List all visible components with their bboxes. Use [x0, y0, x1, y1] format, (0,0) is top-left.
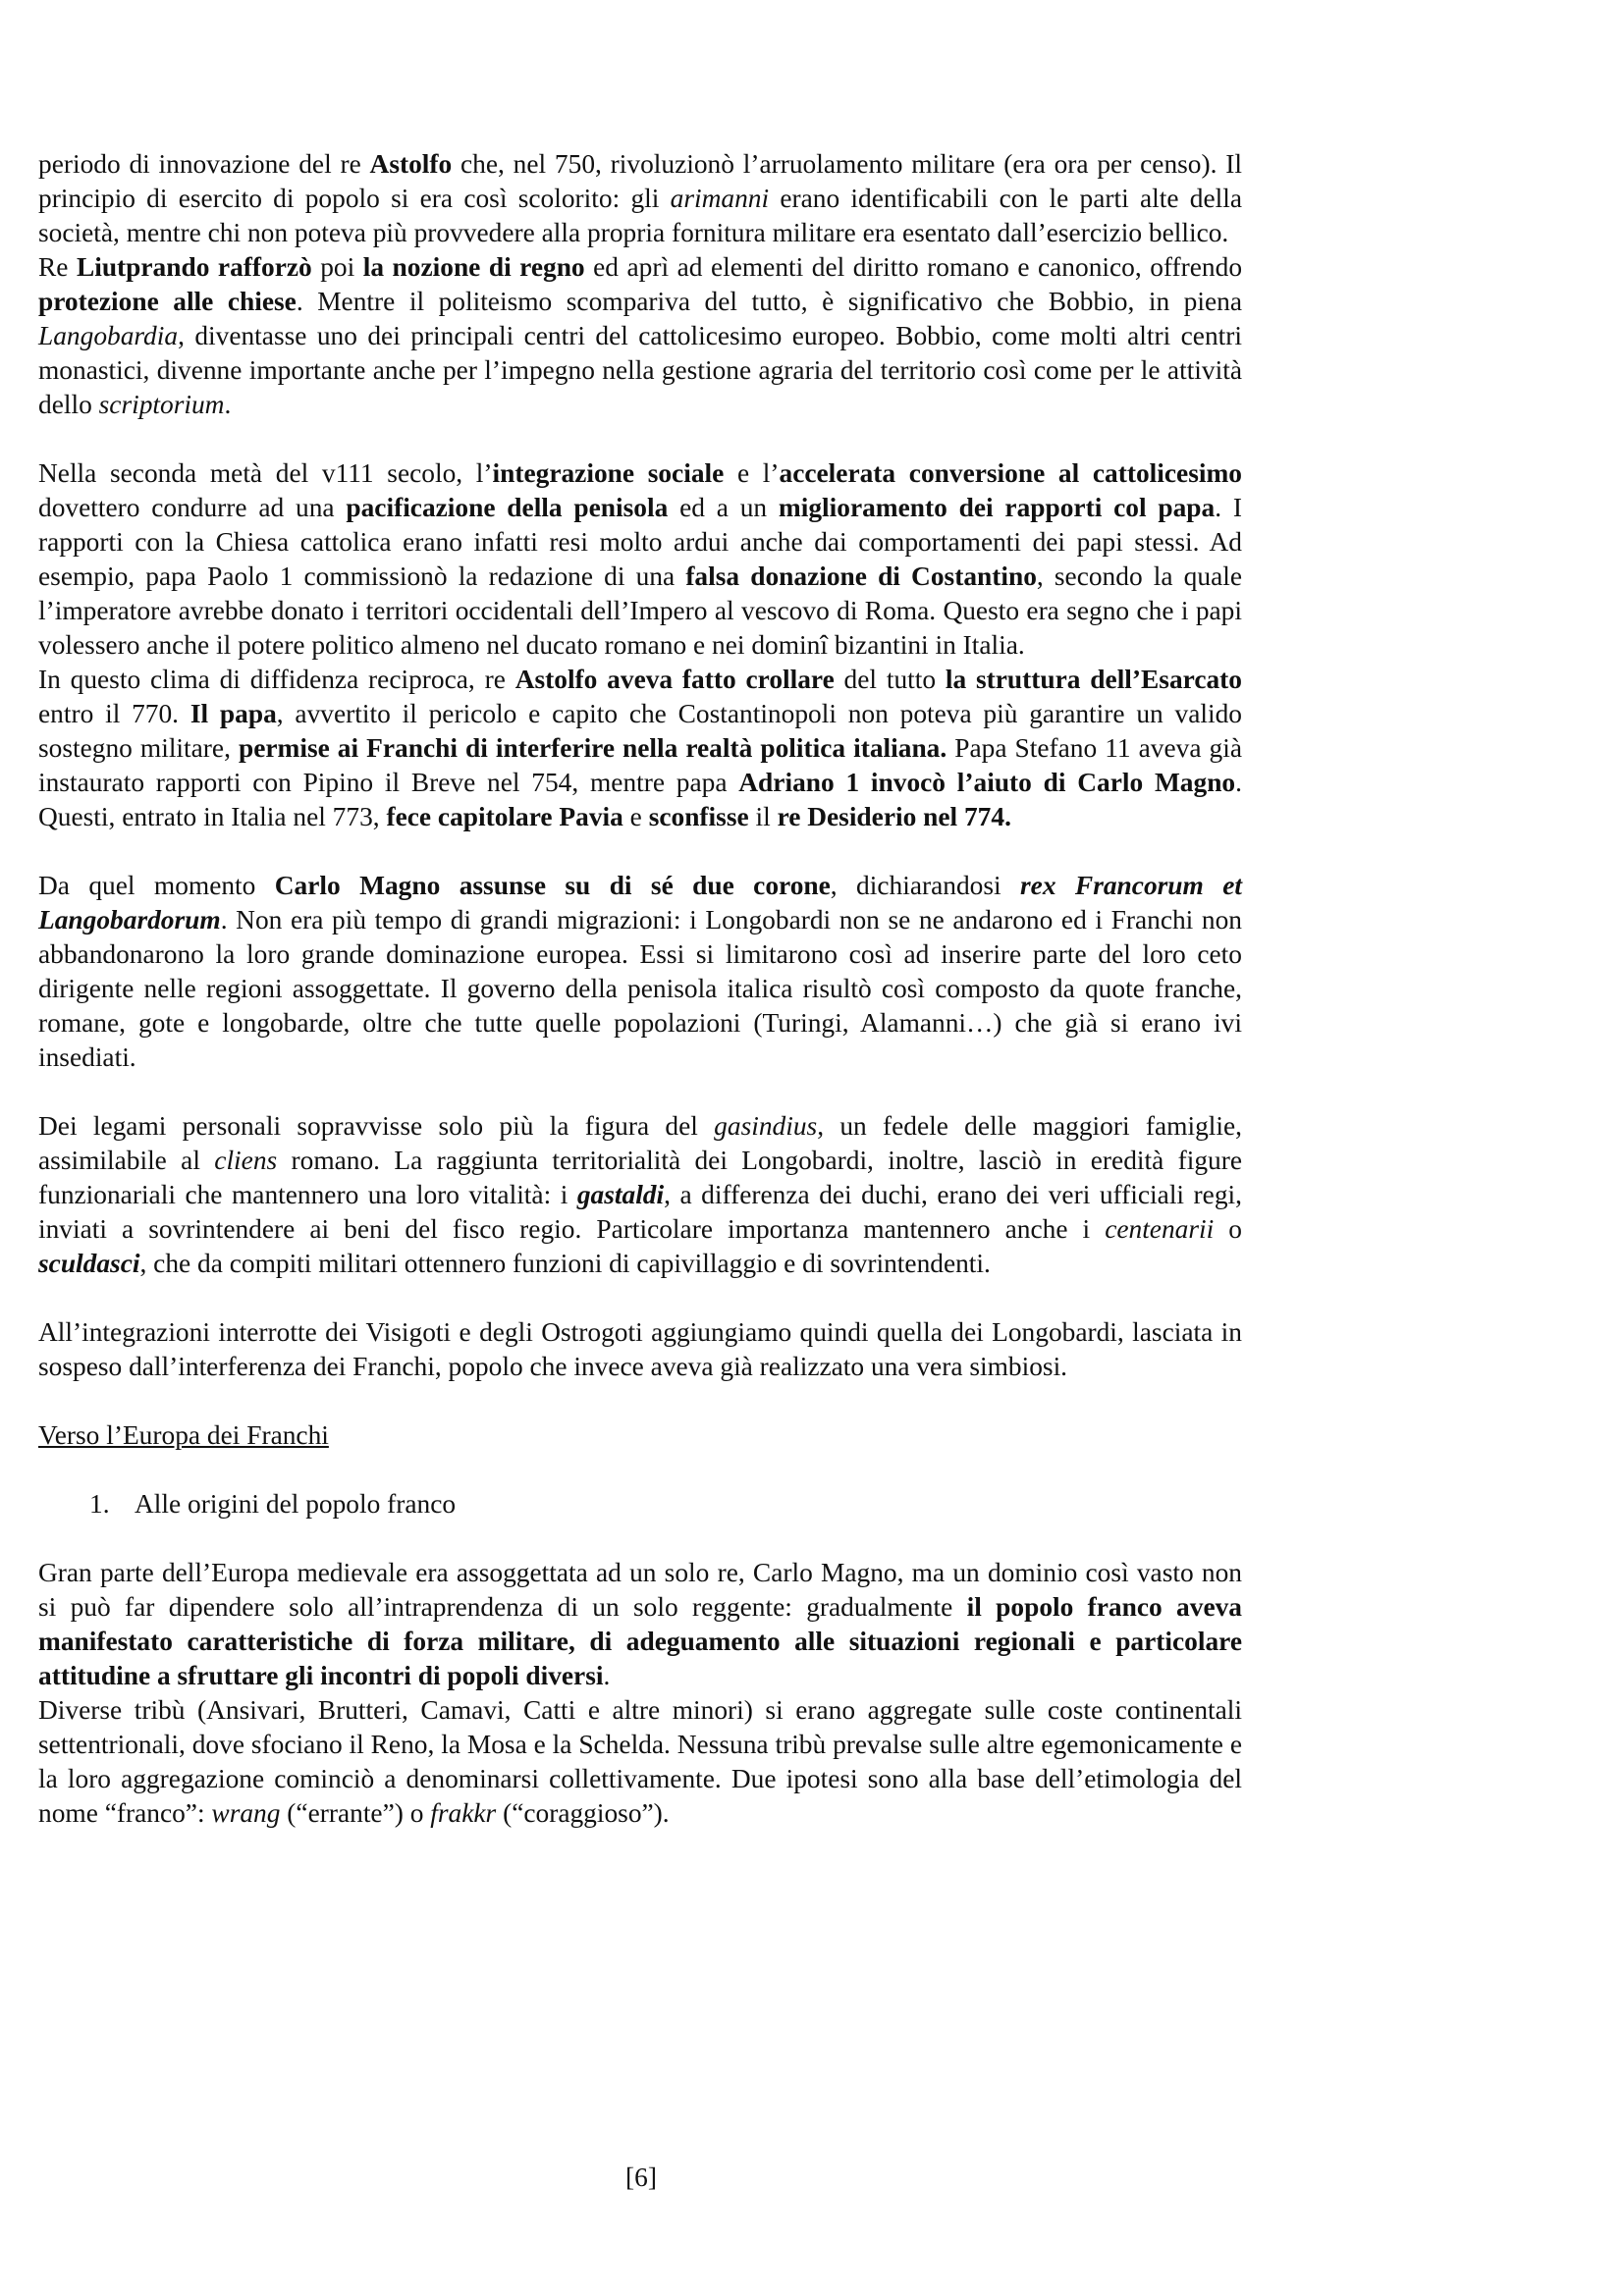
emphasis-text: integrazione sociale: [492, 458, 725, 488]
text-run: , dichiarandosi: [830, 871, 1021, 900]
text-run: dovettero condurre ad una: [38, 493, 347, 522]
paragraph-gap: [38, 1075, 1242, 1109]
section-heading: Verso l’Europa dei Franchi: [38, 1420, 329, 1450]
text-run: All’integrazioni interrotte dei Visigoti e degli Ostrogoti aggiungiamo quindi quella dei Longobardi, lasciata in sospeso dall’interferenza dei Franchi, popolo che invece aveva già realizzato una vera simbiosi.: [38, 1317, 1242, 1381]
list-item: [38, 1487, 1242, 1522]
paragraph: [38, 1109, 1242, 1281]
emphasis-text: Adriano 1 invocò l’aiuto di Carlo Magno: [738, 768, 1236, 797]
emphasis-text: cliens: [214, 1146, 278, 1175]
emphasis-text: Il papa: [189, 699, 277, 728]
text-run: del tutto: [834, 665, 946, 694]
emphasis-text: Liutprando rafforzò: [76, 252, 312, 282]
list-item-text: Alle origini del popolo franco: [135, 1489, 457, 1519]
paragraph-gap: [38, 1384, 1242, 1418]
emphasis-text: sconfisse: [648, 802, 749, 831]
text-run: In questo clima di diffidenza reciproca, re: [38, 665, 515, 694]
emphasis-text: permise ai Franchi di interferire nella realtà politica italiana.: [238, 733, 947, 763]
paragraph: [38, 147, 1242, 250]
text-run: . I rapporti con la Chiesa cattolica erano infatti resi molto ardui anche dai comportamenti dei papi stessi. Ad esempio, papa Paolo 1 commissionò la redazione di una: [38, 493, 1243, 591]
emphasis-text: protezione alle chiese: [38, 287, 297, 316]
emphasis-text: Astolfo: [369, 149, 453, 179]
emphasis-text: sculdasci: [38, 1249, 140, 1278]
text-run: il: [748, 802, 778, 831]
text-run: Nella seconda metà del v111 secolo, l’: [38, 458, 493, 488]
emphasis-text: la struttura dell’Esarcato: [945, 665, 1242, 694]
text-run: Dei legami personali sopravvisse solo più la figura del: [38, 1111, 715, 1141]
emphasis-text: gastaldi: [576, 1180, 665, 1209]
emphasis-text: accelerata conversione al cattolicesimo: [779, 458, 1242, 488]
text-run: , a differenza dei duchi, erano dei veri ufficiali regi, inviati a sovrintendere ai beni del fisco regio. Particolare importanza mantennero anche i: [38, 1180, 1242, 1244]
text-run: . Non era più tempo di grandi migrazioni: i Longobardi non se ne andarono ed i Franchi non abbandonarono la loro grande dominazione europea. Essi si limitarono così ad inserire parte del loro ceto dirigente nelle regioni assoggettate. Il governo della penisola italica risultò così composto da quote franche, romane, gote e longobarde, oltre che tutte quelle popolazioni (Turingi, Alamanni…) che già si erano ivi insediati.: [38, 905, 1242, 1072]
text-run: (“coraggioso”).: [496, 1798, 670, 1828]
text-run: . Questi, entrato in Italia nel 773,: [38, 768, 1242, 831]
paragraph: [38, 663, 1242, 834]
paragraph-gap: [38, 834, 1242, 869]
text-run: , avvertito il pericolo e capito che Costantinopoli non poteva più garantire un valido sostegno militare,: [38, 699, 1243, 763]
paragraph: [38, 1556, 1242, 1693]
text-run: Diverse tribù (Ansivari, Brutteri, Camavi, Catti e altre minori) si erano aggregate sulle coste continentali settentrionali, dove sfociano il Reno, la Mosa e la Schelda. Nessuna tribù prevalse sulle altre egemonicamente e la loro aggregazione cominciò a denominarsi collettivamente. Due ipotesi sono alla base dell’etimologia del nome “franco”:: [38, 1695, 1242, 1828]
text-run: e: [622, 802, 649, 831]
emphasis-text: scriptorium: [98, 390, 225, 419]
paragraph-gap: [38, 1522, 1242, 1556]
emphasis-text: la nozione di regno: [362, 252, 585, 282]
paragraph: [38, 1693, 1242, 1831]
text-run: .: [603, 1661, 611, 1690]
text-run: (“errante”) o: [280, 1798, 431, 1828]
emphasis-text: fece capitolare Pavia: [386, 802, 623, 831]
text-run: romano. La raggiunta territorialità dei Longobardi, inoltre, lasciò in eredità figure funzionariali che mantennero una loro vitalità: i: [38, 1146, 1242, 1209]
text-run: Re: [38, 252, 77, 282]
emphasis-text: wrang: [211, 1798, 281, 1828]
list-item-number: 1.: [89, 1489, 110, 1519]
document-body: [38, 147, 1242, 1831]
paragraph: [38, 869, 1242, 1075]
text-run: entro il 770.: [38, 699, 190, 728]
text-run: che, nel 750, rivoluzionò l’arruolamento militare (era ora per censo). Il principio di esercito di popolo si era così scolorito: gli: [38, 149, 1242, 213]
text-run: o: [1214, 1214, 1242, 1244]
emphasis-text: Astolfo aveva fatto crollare: [514, 665, 835, 694]
emphasis-text: pacificazione della penisola: [346, 493, 669, 522]
emphasis-text: miglioramento dei rapporti col papa: [778, 493, 1216, 522]
text-run: periodo di innovazione del re: [38, 149, 370, 179]
emphasis-text: Carlo Magno assunse su di sé due corone: [274, 871, 831, 900]
text-run: , diventasse uno dei principali centri del cattolicesimo europeo. Bobbio, come molti altri centri monastici, divenne importante anche per l’impegno nella gestione agraria del territorio così come per le attività dello: [38, 321, 1242, 419]
text-run: poi: [311, 252, 363, 282]
paragraph-gap: [38, 1453, 1242, 1487]
paragraph: [38, 1315, 1242, 1384]
paragraph-gap: [38, 422, 1242, 456]
paragraph-gap: [38, 1281, 1242, 1315]
text-run: Papa Stefano 11 aveva già instaurato rapporti con Pipino il Breve nel 754, mentre papa: [38, 733, 1242, 797]
text-run: erano identificabili con le parti alte della società, mentre chi non poteva più provvedere alla propria fornitura militare era esentato dall’esercizio bellico.: [38, 184, 1242, 247]
emphasis-text: centenarii: [1105, 1214, 1215, 1244]
text-run: Da quel momento: [38, 871, 275, 900]
emphasis-text: il popolo franco aveva manifestato caratteristiche di forza militare, di adeguamento alle situazioni regionali e particolare attitudine a sfruttare gli incontri di popoli diversi: [38, 1592, 1242, 1690]
text-run: Gran parte dell’Europa medievale era assoggettata ad un solo re, Carlo Magno, ma un dominio così vasto non si può far dipendere solo all’intraprendenza di un solo reggente: gradualmente: [38, 1558, 1242, 1622]
emphasis-text: arimanni: [670, 184, 770, 213]
paragraph: [38, 456, 1242, 663]
text-run: , secondo la quale l’imperatore avrebbe donato i territori occidentali dell’Impero al vescovo di Roma. Questo era segno che i papi volessero anche il potere politico almeno nel ducato romano e nei dominî bizantini in Italia.: [38, 561, 1243, 660]
text-run: , un fedele delle maggiori famiglie, assimilabile al: [38, 1111, 1242, 1175]
emphasis-text: re Desiderio nel 774.: [777, 802, 1011, 831]
text-run: e l’: [724, 458, 780, 488]
emphasis-text: falsa donazione di Costantino: [685, 561, 1037, 591]
emphasis-text: Langobardia: [38, 321, 179, 350]
text-run: ed aprì ad elementi del diritto romano e canonico, offrendo: [584, 252, 1243, 282]
text-run: ed a un: [668, 493, 779, 522]
emphasis-text: rex Francorum et Langobardorum: [38, 871, 1243, 934]
text-run: , che da compiti militari ottennero funzioni di capivillaggio e di sovrintendenti.: [139, 1249, 991, 1278]
text-run: .: [224, 390, 232, 419]
page-number: [6]: [625, 2163, 657, 2192]
text-run: . Mentre il politeismo scompariva del tutto, è significativo che Bobbio, in piena: [296, 287, 1242, 316]
paragraph: [38, 250, 1242, 422]
emphasis-text: frakkr: [430, 1798, 497, 1828]
emphasis-text: gasindius: [714, 1111, 818, 1141]
